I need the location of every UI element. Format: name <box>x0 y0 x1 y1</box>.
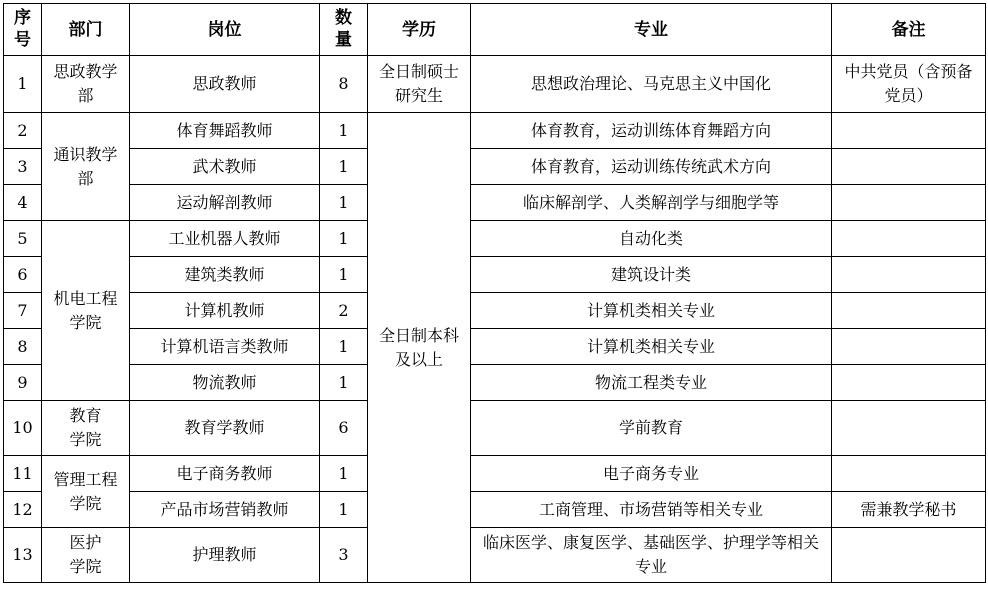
dept-cell: 管理工程学院 <box>42 456 130 528</box>
major-cell: 计算机类相关专业 <box>471 329 832 365</box>
header-seq: 序号 <box>4 4 42 56</box>
major-cell: 体育教育，运动训练传统武术方向 <box>471 149 832 185</box>
seq-cell: 2 <box>4 113 42 149</box>
post-cell: 计算机教师 <box>130 293 320 329</box>
dept-cell: 医护学院 <box>42 528 130 583</box>
count-cell: 8 <box>320 56 368 113</box>
major-cell: 思想政治理论、马克思主义中国化 <box>471 56 832 113</box>
note-cell <box>832 401 986 456</box>
recruitment-table <box>3 3 986 583</box>
note-cell <box>832 365 986 401</box>
major-cell: 临床解剖学、人类解剖学与细胞学等 <box>471 185 832 221</box>
table-row <box>4 401 986 456</box>
dept-cell: 机电工程学院 <box>42 221 130 401</box>
note-cell <box>832 293 986 329</box>
seq-cell: 5 <box>4 221 42 257</box>
post-cell: 武术教师 <box>130 149 320 185</box>
header-major: 专业 <box>471 4 832 56</box>
count-cell: 1 <box>320 221 368 257</box>
post-cell: 思政教师 <box>130 56 320 113</box>
note-cell <box>832 113 986 149</box>
count-cell: 1 <box>320 185 368 221</box>
post-cell: 物流教师 <box>130 365 320 401</box>
count-cell: 1 <box>320 149 368 185</box>
header-post: 岗位 <box>130 4 320 56</box>
post-cell: 建筑类教师 <box>130 257 320 293</box>
table-row <box>4 365 986 401</box>
table-row <box>4 528 986 583</box>
seq-cell: 9 <box>4 365 42 401</box>
header-note: 备注 <box>832 4 986 56</box>
count-cell: 2 <box>320 293 368 329</box>
seq-cell: 4 <box>4 185 42 221</box>
post-cell: 产品市场营销教师 <box>130 492 320 528</box>
count-cell: 6 <box>320 401 368 456</box>
seq-cell: 8 <box>4 329 42 365</box>
seq-cell: 12 <box>4 492 42 528</box>
edu-cell: 全日制硕士研究生 <box>368 56 471 113</box>
count-cell: 1 <box>320 113 368 149</box>
note-cell <box>832 329 986 365</box>
table-row <box>4 456 986 492</box>
header-dept: 部门 <box>42 4 130 56</box>
header-row <box>4 4 986 56</box>
dept-cell: 教育学院 <box>42 401 130 456</box>
count-cell: 1 <box>320 456 368 492</box>
note-cell <box>832 185 986 221</box>
major-cell: 临床医学、康复医学、基础医学、护理学等相关专业 <box>471 528 832 583</box>
major-cell: 学前教育 <box>471 401 832 456</box>
header-count: 数量 <box>320 4 368 56</box>
table-row <box>4 257 986 293</box>
table-row <box>4 149 986 185</box>
count-cell: 1 <box>320 492 368 528</box>
seq-cell: 13 <box>4 528 42 583</box>
table-row <box>4 492 986 528</box>
edu-cell: 全日制本科及以上 <box>368 113 471 583</box>
major-cell: 工商管理、市场营销等相关专业 <box>471 492 832 528</box>
table-row <box>4 329 986 365</box>
table-row <box>4 113 986 149</box>
note-cell <box>832 149 986 185</box>
count-cell: 3 <box>320 528 368 583</box>
count-cell: 1 <box>320 257 368 293</box>
post-cell: 护理教师 <box>130 528 320 583</box>
note-cell <box>832 221 986 257</box>
note-cell: 中共党员（含预备党员） <box>832 56 986 113</box>
note-cell <box>832 257 986 293</box>
major-cell: 建筑设计类 <box>471 257 832 293</box>
header-edu: 学历 <box>368 4 471 56</box>
major-cell: 体育教育，运动训练体育舞蹈方向 <box>471 113 832 149</box>
post-cell: 电子商务教师 <box>130 456 320 492</box>
dept-cell: 思政教学部 <box>42 56 130 113</box>
post-cell: 教育学教师 <box>130 401 320 456</box>
dept-cell: 通识教学部 <box>42 113 130 221</box>
post-cell: 工业机器人教师 <box>130 221 320 257</box>
post-cell: 体育舞蹈教师 <box>130 113 320 149</box>
table-row <box>4 293 986 329</box>
note-cell <box>832 456 986 492</box>
post-cell: 运动解剖教师 <box>130 185 320 221</box>
seq-cell: 1 <box>4 56 42 113</box>
seq-cell: 6 <box>4 257 42 293</box>
table-row <box>4 185 986 221</box>
post-cell: 计算机语言类教师 <box>130 329 320 365</box>
count-cell: 1 <box>320 365 368 401</box>
note-cell: 需兼教学秘书 <box>832 492 986 528</box>
seq-cell: 11 <box>4 456 42 492</box>
seq-cell: 10 <box>4 401 42 456</box>
seq-cell: 3 <box>4 149 42 185</box>
note-cell <box>832 528 986 583</box>
seq-cell: 7 <box>4 293 42 329</box>
major-cell: 电子商务专业 <box>471 456 832 492</box>
major-cell: 物流工程类专业 <box>471 365 832 401</box>
table-row <box>4 56 986 113</box>
major-cell: 计算机类相关专业 <box>471 293 832 329</box>
table-row <box>4 221 986 257</box>
major-cell: 自动化类 <box>471 221 832 257</box>
count-cell: 1 <box>320 329 368 365</box>
